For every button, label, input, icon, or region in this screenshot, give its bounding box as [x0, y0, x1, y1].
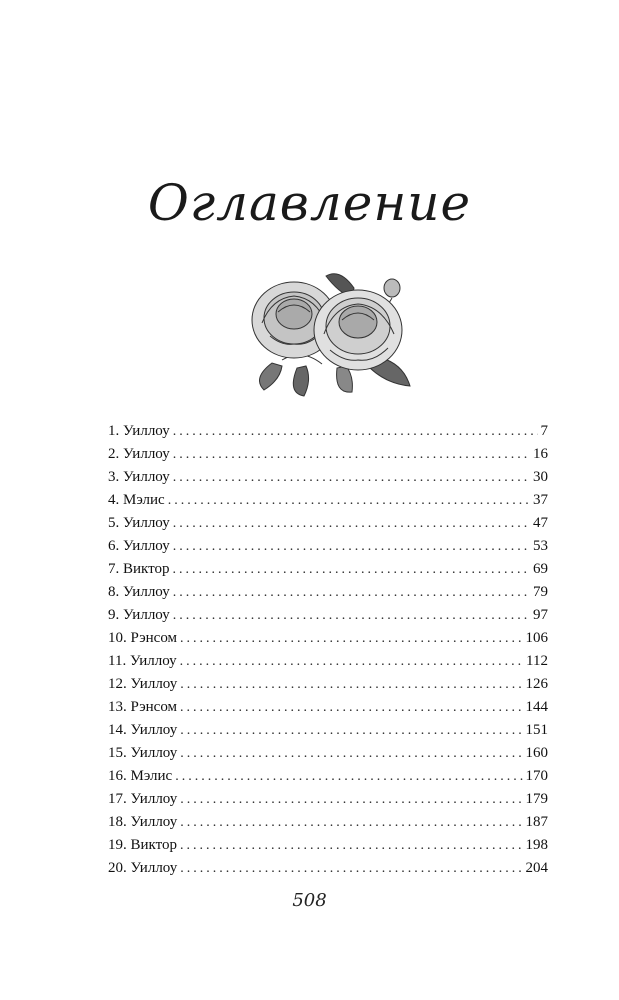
chapter-page-number: 7 — [540, 423, 548, 439]
chapter-page-number: 170 — [525, 768, 548, 784]
toc-entry — [108, 834, 548, 857]
chapter-title: 5. Уиллоу — [108, 515, 170, 531]
dot-leader — [173, 604, 530, 627]
dot-leader — [175, 765, 522, 788]
toc-entry — [108, 558, 548, 581]
dot-leader — [180, 627, 522, 650]
toc-entry — [108, 581, 548, 604]
chapter-page-number: 16 — [533, 446, 548, 462]
chapter-page-number: 204 — [525, 860, 548, 876]
chapter-page-number: 69 — [533, 561, 548, 577]
chapter-title: 15. Уиллоу — [108, 745, 178, 761]
toc-entry — [108, 719, 548, 742]
chapter-title: 11. Уиллоу — [108, 653, 177, 669]
chapter-page-number: 53 — [533, 538, 548, 554]
chapter-page-number: 198 — [525, 837, 548, 853]
dot-leader — [172, 558, 530, 581]
dot-leader — [180, 650, 523, 673]
chapter-title: 19. Виктор — [108, 837, 177, 853]
chapter-title: 13. Рэнсом — [108, 699, 178, 715]
chapter-title: 4. Мэлис — [108, 492, 165, 508]
chapter-page-number: 47 — [533, 515, 548, 531]
dot-leader — [180, 811, 522, 834]
toc-entry — [108, 604, 548, 627]
chapter-page-number: 37 — [533, 492, 548, 508]
dot-leader — [180, 673, 522, 696]
toc-entry — [108, 535, 548, 558]
chapter-title: 14. Уиллоу — [108, 722, 178, 738]
chapter-title: 20. Уиллоу — [108, 860, 178, 876]
toc-entry — [108, 627, 548, 650]
chapter-title: 3. Уиллоу — [108, 469, 170, 485]
chapter-title: 18. Уиллоу — [108, 814, 178, 830]
dot-leader — [180, 719, 522, 742]
chapter-page-number: 187 — [525, 814, 548, 830]
dot-leader — [180, 788, 522, 811]
chapter-page-number: 151 — [525, 722, 548, 738]
dot-leader — [180, 834, 523, 857]
dot-leader — [173, 420, 538, 443]
table-of-contents — [108, 420, 548, 880]
toc-entry — [108, 811, 548, 834]
chapter-title: 16. Мэлис — [108, 768, 173, 784]
toc-entry — [108, 788, 548, 811]
dot-leader — [180, 742, 522, 765]
toc-entry — [108, 673, 548, 696]
chapter-page-number: 97 — [533, 607, 548, 623]
toc-entry — [108, 443, 548, 466]
toc-entry — [108, 742, 548, 765]
page-title: Оглавление — [147, 174, 472, 232]
toc-entry — [108, 696, 548, 719]
chapter-page-number: 79 — [533, 584, 548, 600]
chapter-title: 10. Рэнсом — [108, 630, 178, 646]
chapter-page-number: 179 — [525, 791, 548, 807]
dot-leader — [173, 581, 530, 604]
chapter-title: 8. Уиллоу — [108, 584, 170, 600]
chapter-page-number: 144 — [525, 699, 548, 715]
chapter-title: 6. Уиллоу — [108, 538, 170, 554]
chapter-title: 1. Уиллоу — [108, 423, 170, 439]
toc-entry — [108, 489, 548, 512]
toc-entry — [108, 857, 548, 880]
dot-leader — [173, 443, 530, 466]
chapter-page-number: 112 — [526, 653, 548, 669]
dot-leader — [173, 512, 530, 535]
chapter-title: 2. Уиллоу — [108, 446, 170, 462]
dot-leader — [180, 857, 522, 880]
toc-entry — [108, 466, 548, 489]
dot-leader — [173, 535, 530, 558]
chapter-page-number: 30 — [533, 469, 548, 485]
chapter-title: 7. Виктор — [108, 561, 170, 577]
toc-entry — [108, 420, 548, 443]
toc-entry — [108, 765, 548, 788]
chapter-page-number: 160 — [525, 745, 548, 761]
page-number: 508 — [292, 890, 327, 911]
chapter-page-number: 106 — [525, 630, 548, 646]
chapter-title: 9. Уиллоу — [108, 607, 170, 623]
peony-flowers-icon — [242, 268, 418, 400]
toc-entry — [108, 650, 548, 673]
chapter-page-number: 126 — [525, 676, 548, 692]
chapter-title: 12. Уиллоу — [108, 676, 178, 692]
chapter-title: 17. Уиллоу — [108, 791, 178, 807]
toc-entry — [108, 512, 548, 535]
dot-leader — [173, 466, 530, 489]
dot-leader — [168, 489, 530, 512]
dot-leader — [180, 696, 522, 719]
